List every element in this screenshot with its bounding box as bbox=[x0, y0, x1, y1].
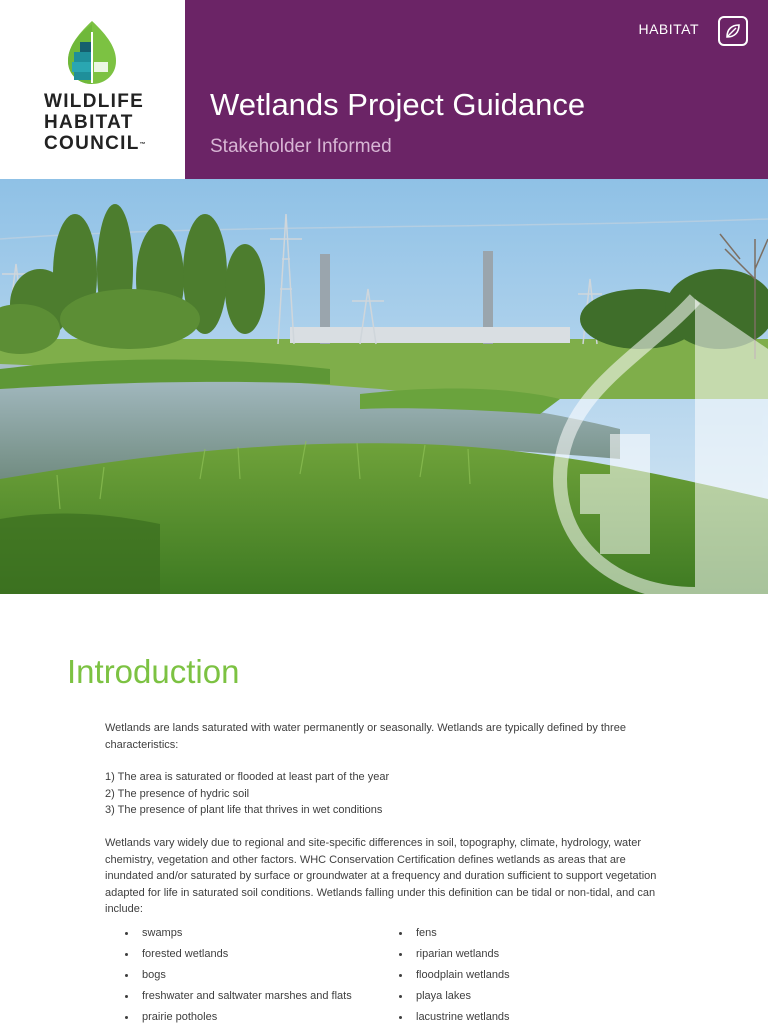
list-item-label: lacustrine wetlands bbox=[416, 1011, 510, 1023]
list-item-label: forested wetlands bbox=[142, 948, 229, 960]
list-item-label: bogs bbox=[142, 969, 166, 981]
page-header bbox=[0, 0, 768, 179]
list-item bbox=[379, 925, 510, 946]
intro-paragraph-2: Wetlands vary widely due to regional and site-specific differences in soil, topography, climate, hydrology, water chemistry, vegetation and other factors. WHC Conservation Certification defines wetlands as areas that are inundated and/or saturated by surface or groundwater at a frequency and duration sufficient to support vegetation adapted for life in saturated soil conditions. Wetlands falling under this definition can be tidal or non-tidal, and can include: bbox=[105, 837, 657, 915]
section-heading: Introduction bbox=[67, 653, 240, 690]
list-item-label: playa lakes bbox=[416, 990, 472, 1002]
logo-wordmark bbox=[44, 91, 179, 154]
list-item bbox=[105, 946, 352, 967]
list-item-label: freshwater and saltwater marshes and flats bbox=[142, 990, 352, 1002]
logo-line-3-wrap bbox=[44, 133, 179, 154]
list-item-label: fens bbox=[416, 927, 437, 939]
list-item bbox=[105, 967, 352, 988]
hero-image bbox=[0, 179, 768, 594]
list-item-label: prairie potholes bbox=[142, 1011, 218, 1023]
list-item: 1) The area is saturated or flooded at least part of the year bbox=[105, 771, 390, 783]
list-item bbox=[379, 988, 510, 1009]
list-item bbox=[379, 1009, 510, 1030]
list-item-label: swamps bbox=[142, 927, 183, 939]
leaf-icon[interactable] bbox=[718, 16, 748, 46]
list-item bbox=[105, 1009, 352, 1030]
characteristics-list bbox=[105, 769, 657, 819]
list-item bbox=[105, 925, 352, 946]
logo[interactable] bbox=[0, 0, 185, 179]
list-item: 2) The presence of hydric soil bbox=[105, 787, 250, 800]
logo-line-1: WILDLIFE bbox=[44, 91, 145, 112]
category-tag: HABITAT bbox=[638, 21, 699, 37]
list-item-label: floodplain wetlands bbox=[416, 969, 510, 981]
trademark-symbol: ™ bbox=[139, 142, 146, 148]
list-item: 3) The presence of plant life that thrives in wet conditions bbox=[105, 804, 383, 816]
intro-paragraph-1: Wetlands are lands saturated with water permanently or seasonally. Wetlands are typically defined by three characteristics: bbox=[105, 722, 626, 751]
logo-line-3: COUNCIL bbox=[44, 133, 140, 154]
leaf-logo-icon bbox=[66, 20, 118, 86]
wetland-types-right bbox=[379, 925, 510, 1030]
page-subtitle: Stakeholder Informed bbox=[210, 136, 392, 157]
list-item bbox=[379, 946, 510, 967]
title-banner bbox=[185, 0, 768, 179]
list-item bbox=[379, 967, 510, 988]
list-item-label: riparian wetlands bbox=[416, 948, 500, 960]
wetland-types-left bbox=[105, 925, 352, 1030]
logo-line-2: HABITAT bbox=[44, 112, 134, 133]
page-title: Wetlands Project Guidance bbox=[210, 87, 586, 122]
list-item bbox=[105, 988, 352, 1009]
